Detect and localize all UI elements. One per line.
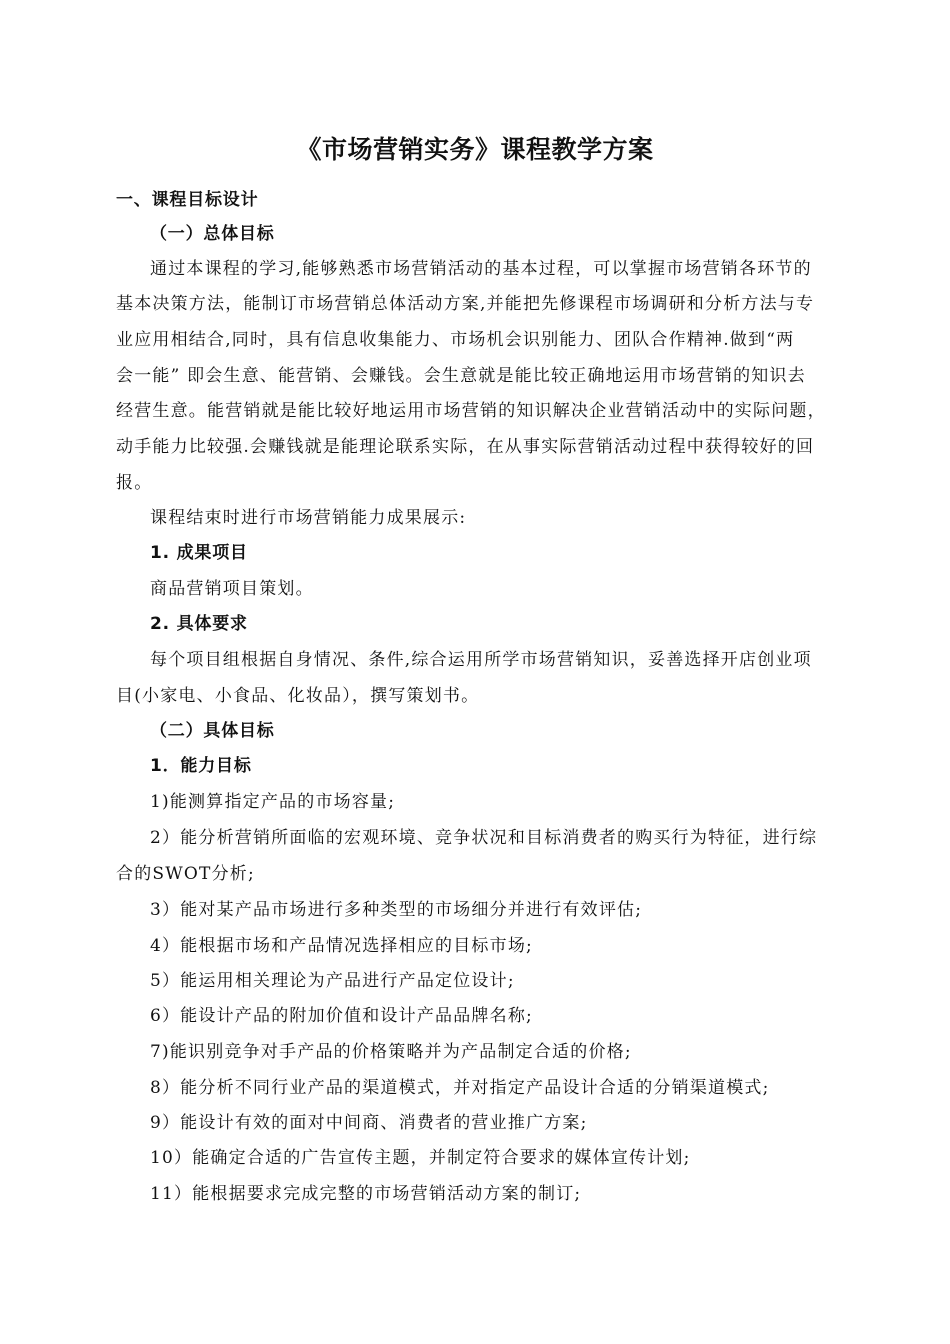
paragraph-line: 业应用相结合,同时，具有信息收集能力、市场机会识别能力、团队合作精神.做到“两 bbox=[116, 330, 795, 350]
paragraph-line: 通过本课程的学习,能够熟悉市场营销活动的基本过程，可以掌握市场营销各环节的 bbox=[150, 259, 812, 279]
item-heading-results-project: 1. 成果项目 bbox=[150, 543, 248, 563]
subsection-heading-overall-goal: （一）总体目标 bbox=[150, 224, 275, 244]
ability-item: 2）能分析营销所面临的宏观环境、竞争状况和目标消费者的购买行为特征，进行综 bbox=[150, 828, 818, 848]
item-heading-specific-requirements: 2. 具体要求 bbox=[150, 614, 248, 634]
ability-item: 11）能根据要求完成完整的市场营销活动方案的制订; bbox=[150, 1184, 582, 1204]
ability-item: 10）能确定合适的广告宣传主题，并制定符合要求的媒体宣传计划; bbox=[150, 1148, 691, 1168]
ability-item: 合的SWOT分析; bbox=[116, 864, 255, 884]
document-title: 《市场营销实务》课程教学方案 bbox=[296, 135, 654, 164]
ability-item: 8）能分析不同行业产品的渠道模式，并对指定产品设计合适的分销渠道模式; bbox=[150, 1078, 770, 1098]
ability-item: 1)能测算指定产品的市场容量; bbox=[150, 792, 396, 812]
paragraph-line: 目(小家电、小食品、化妆品），撰写策划书。 bbox=[116, 686, 480, 706]
ability-item: 4）能根据市场和产品情况选择相应的目标市场; bbox=[150, 936, 533, 956]
ability-item: 7)能识别竞争对手产品的价格策略并为产品制定合适的价格; bbox=[150, 1042, 632, 1062]
paragraph-line: 报。 bbox=[116, 473, 153, 493]
ability-item: 6）能设计产品的附加价值和设计产品品牌名称; bbox=[150, 1006, 533, 1026]
ability-item: 3）能对某产品市场进行多种类型的市场细分并进行有效评估; bbox=[150, 900, 643, 920]
paragraph-line: 经营生意。能营销就是能比较好地运用市场营销的知识解决企业营销活动中的实际问题， bbox=[116, 401, 826, 421]
ability-goals-heading: 1．能力目标 bbox=[150, 756, 252, 776]
ability-item: 5）能运用相关理论为产品进行产品定位设计; bbox=[150, 971, 515, 991]
ability-item: 9）能设计有效的面对中间商、消费者的营业推广方案; bbox=[150, 1113, 588, 1133]
item-text-results-project: 商品营销项目策划。 bbox=[150, 579, 314, 599]
paragraph-line: 每个项目组根据自身情况、条件,综合运用所学市场营销知识，妥善选择开店创业项 bbox=[150, 650, 812, 670]
paragraph-results-intro: 课程结束时进行市场营销能力成果展示: bbox=[150, 508, 467, 528]
paragraph-line: 会一能” 即会生意、能营销、会赚钱。会生意就是能比较正确地运用市场营销的知识去 bbox=[116, 366, 806, 386]
subsection-heading-specific-goals: （二）具体目标 bbox=[150, 721, 275, 741]
section-heading-course-goal-design: 一、课程目标设计 bbox=[116, 190, 259, 210]
paragraph-line: 基本决策方法，能制订市场营销总体活动方案,并能把先修课程市场调研和分析方法与专 bbox=[116, 294, 815, 314]
paragraph-line: 动手能力比较强.会赚钱就是能理论联系实际，在从事实际营销活动过程中获得较好的回 bbox=[116, 437, 815, 457]
